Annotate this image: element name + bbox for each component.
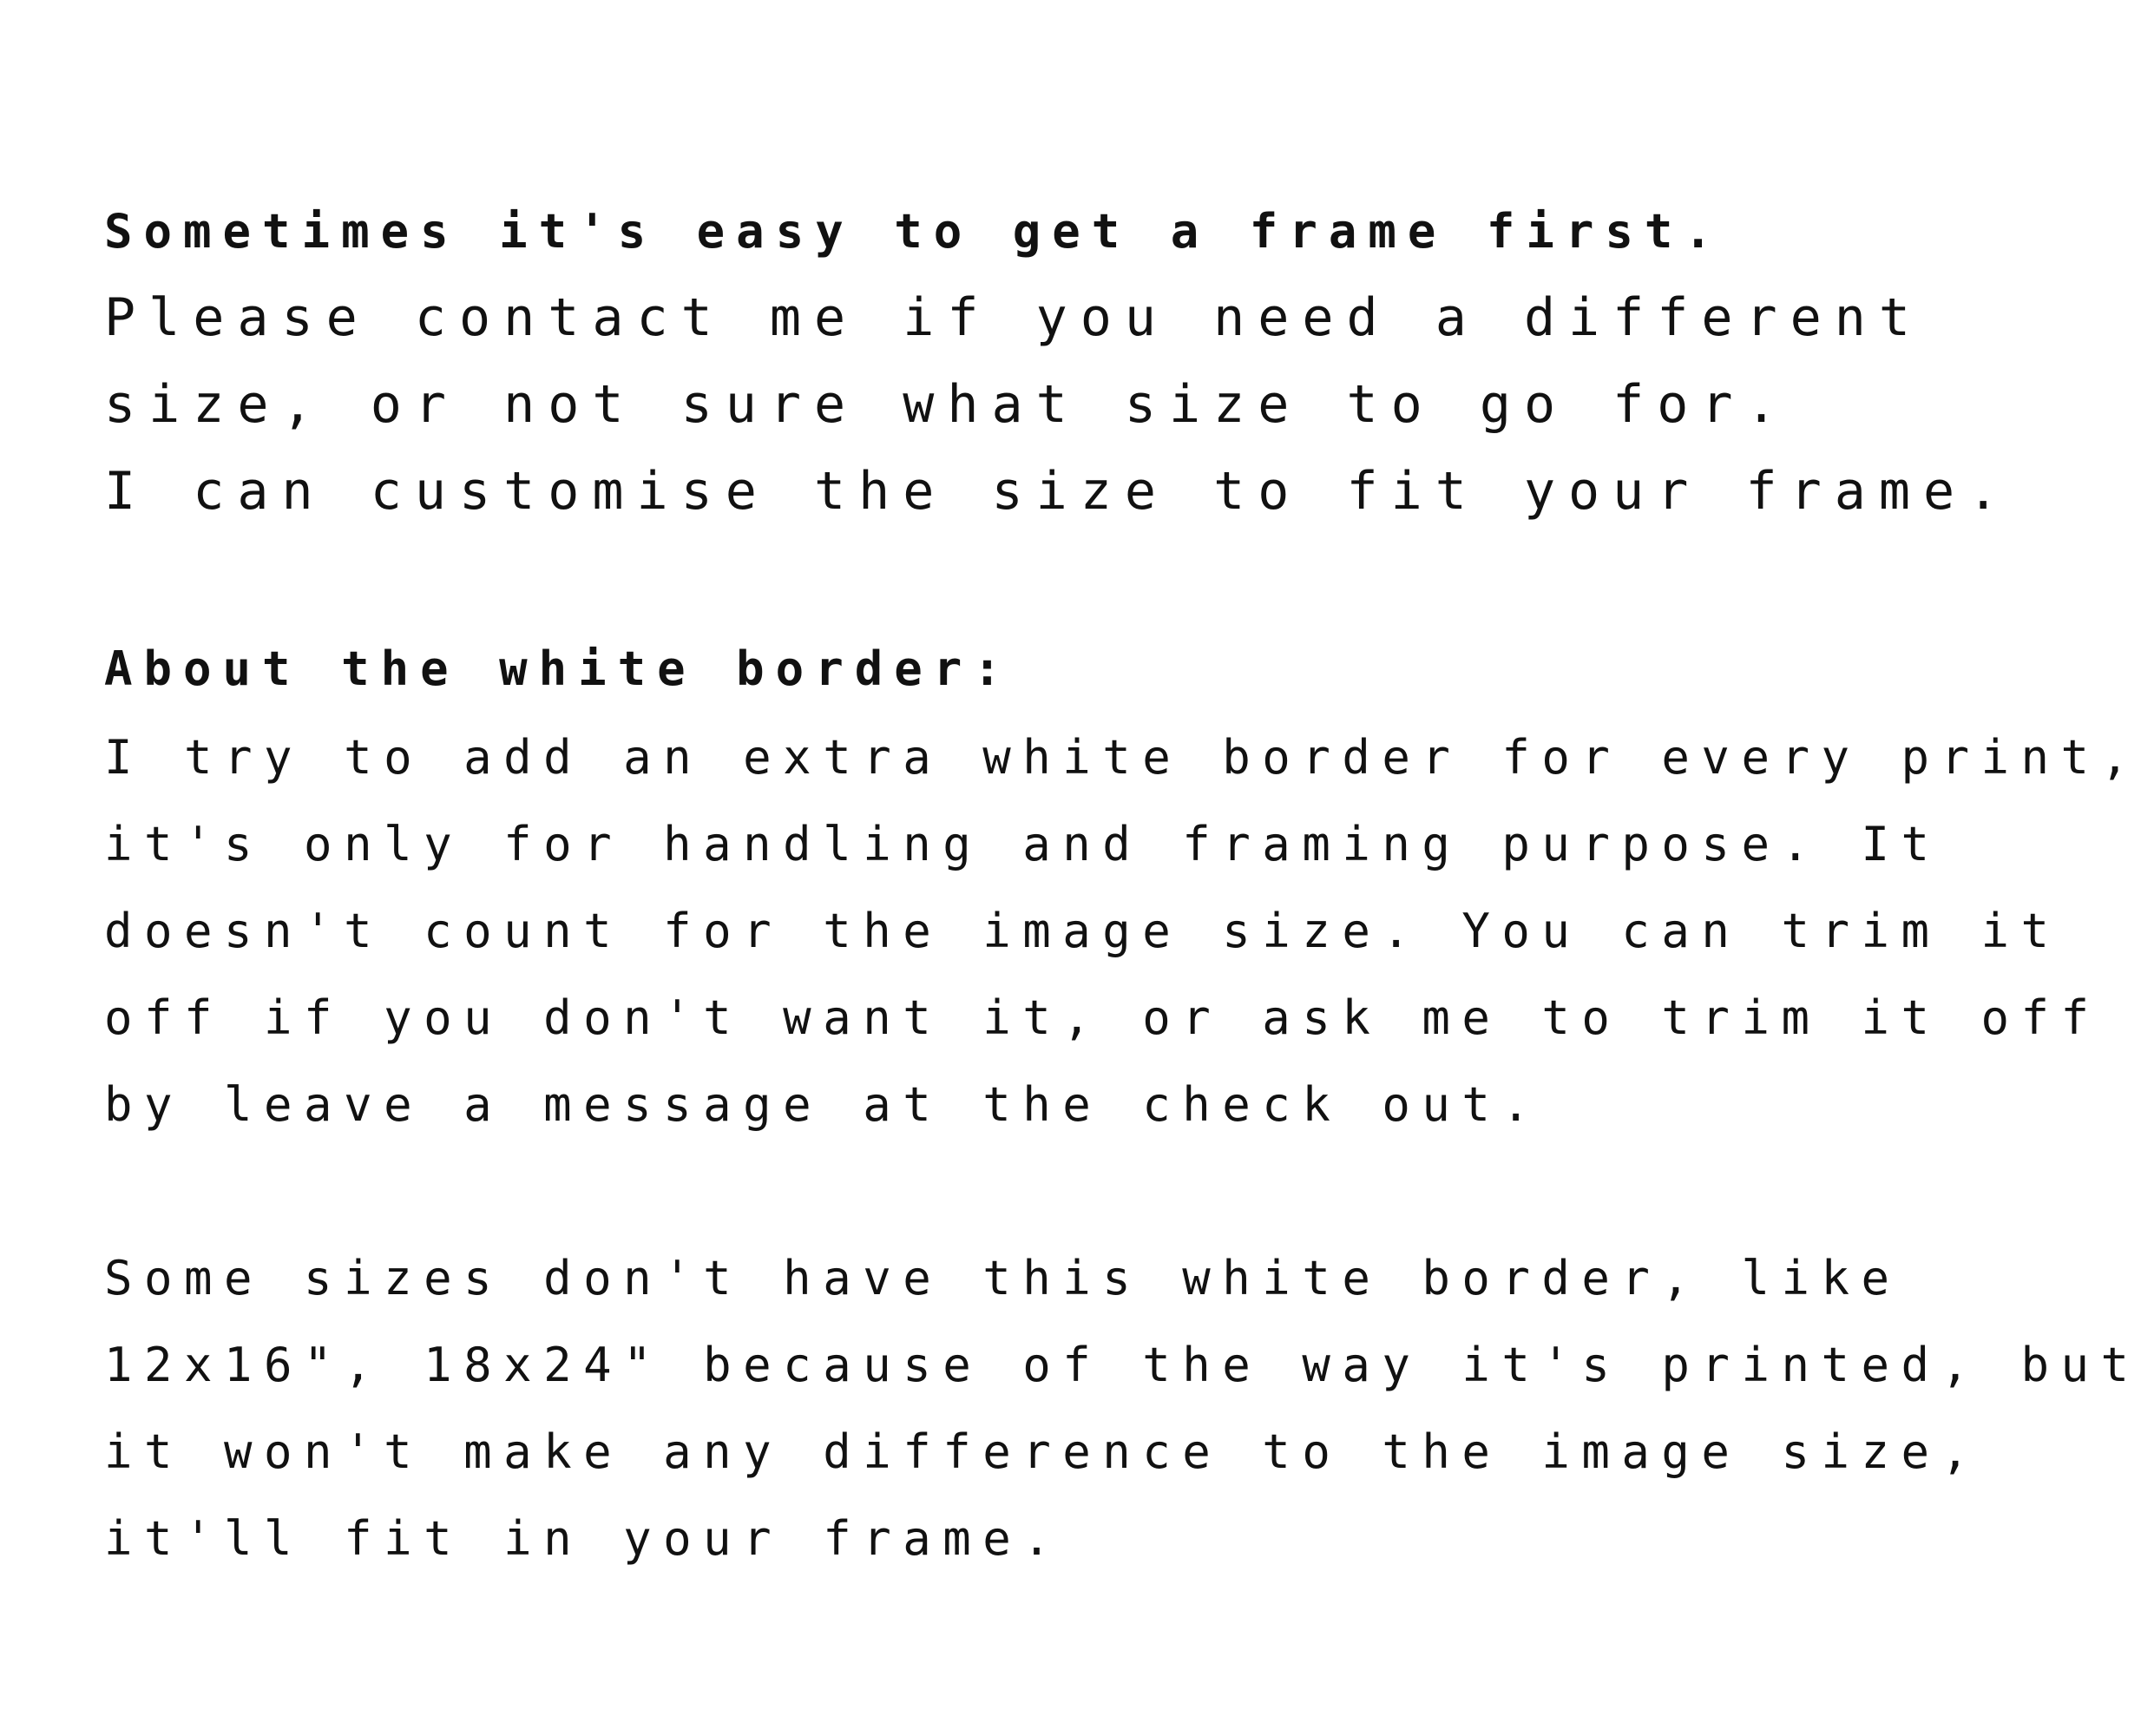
border-text-line: it's only for handling and framing purpose. It [104, 817, 1941, 871]
sizes-text-line: 12x16", 18x24" because of the way it's printed, but [104, 1338, 2141, 1392]
border-heading: About the white border: [104, 641, 1013, 696]
border-text-line: off if you don't want it, or ask me to trim it off [104, 990, 2101, 1045]
sizes-text-line: it won't make any difference to the image size, [104, 1424, 1981, 1479]
frame-heading: Sometimes it's easy to get a frame first. [104, 204, 1724, 259]
border-text-line: I try to add an extra white border for every print, [104, 730, 2141, 785]
border-text-line: by leave a message at the check out. [104, 1077, 1542, 1132]
frame-text-line: Please contact me if you need a different [104, 287, 1924, 348]
frame-text-line: size, or not sure what size to go for. [104, 374, 1790, 435]
sizes-text-line: Some sizes don't have this white border, like [104, 1251, 1901, 1305]
frame-text-line: I can customise the size to fit your frame. [104, 461, 2013, 522]
sizes-text-line: it'll fit in your frame. [104, 1511, 1063, 1566]
border-text-line: doesn't count for the image size. You can trim it [104, 904, 2061, 958]
